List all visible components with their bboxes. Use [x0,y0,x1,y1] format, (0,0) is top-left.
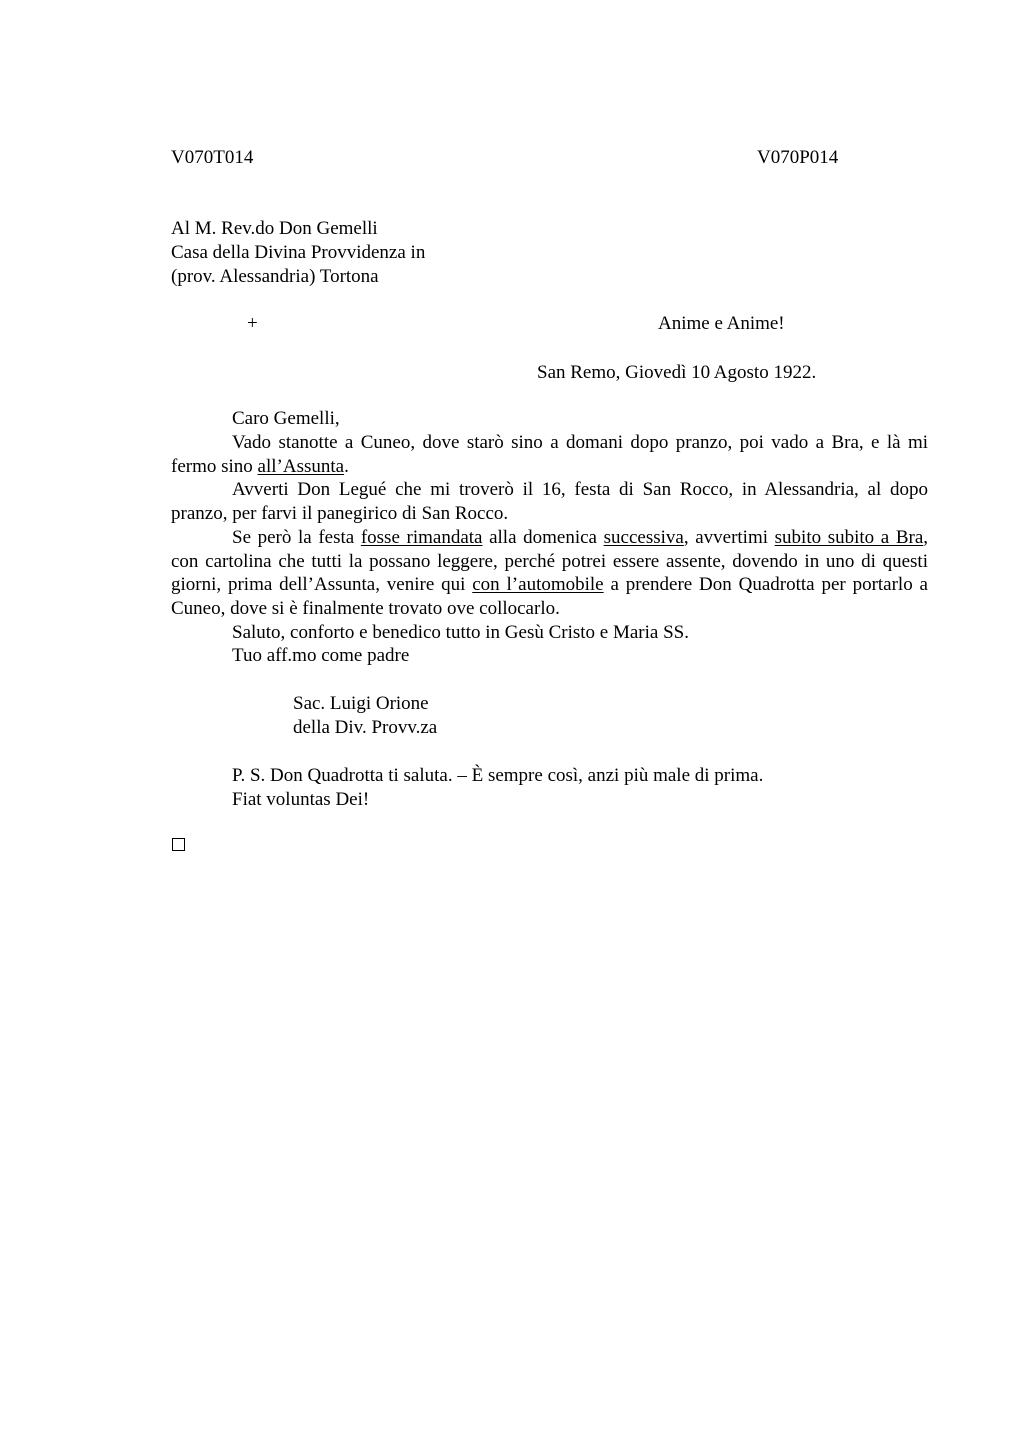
letter-body [171,431,928,668]
signature-line-1: Sac. Luigi Orione [293,693,429,714]
address-line-1: Al M. Rev.do Don Gemelli [171,218,378,239]
paragraph-3-text: , avvertimi [683,526,775,548]
address-line-3: (prov. Alessandria) Tortona [171,266,379,287]
salutation: Caro Gemelli, [232,408,340,429]
postscript-line-2: Fiat voluntas Dei! [232,789,370,810]
paragraph-3-text: Se però la festa [232,526,361,548]
paragraph-3 [171,526,928,621]
paragraph-1-text: Vado stanotte a Cuneo, dove starò sino a domani dopo pranzo, poi vado a Bra, e là mi fermo sino [171,432,928,477]
underlined-text: con l’automobile [472,574,604,596]
address-line-2: Casa della Divina Provvidenza in [171,242,426,263]
underlined-text: subito subito a Bra [774,526,924,548]
signature-line-2: della Div. Provv.za [293,717,438,738]
paragraph-3-text: a prendere Don Quadrotta per portarlo a Cuneo, dove si è finalmente trovato ove collocarlo. [171,574,928,619]
underlined-text: all’Assunta [257,455,345,477]
paragraph-3-text: , con cartolina che tutti la possano leggere, perché potrei essere assente, dovendo in uno di questi giorni, prima dell’Assunta, venire qui [171,526,929,596]
paragraph-2: Avverti Don Legué che mi troverò il 16, festa di San Rocco, in Alessandria, al dopo pranzo, per farvi il panegirico di San Rocco. [171,479,928,525]
paragraph-3-text: alla domenica [482,526,604,548]
paragraph-5: Tuo aff.mo come padre [232,645,410,667]
cross-symbol: + [247,313,258,334]
end-marker-square-icon [172,838,185,851]
postscript-line-1: P. S. Don Quadrotta ti saluta. – È sempre così, anzi più male di prima. [232,765,764,786]
paragraph-4: Saluto, conforto e benedico tutto in Gesù Cristo e Maria SS. [232,621,689,643]
document-code-left: V070T014 [171,147,254,168]
underlined-text: fosse rimandata [360,526,483,548]
underlined-text: successiva [603,526,684,548]
paragraph-1 [171,431,928,478]
document-code-right: V070P014 [757,147,839,168]
paragraph-1-end: . [344,455,349,477]
motto: Anime e Anime! [658,313,785,334]
dateline: San Remo, Giovedì 10 Agosto 1922. [537,362,817,383]
